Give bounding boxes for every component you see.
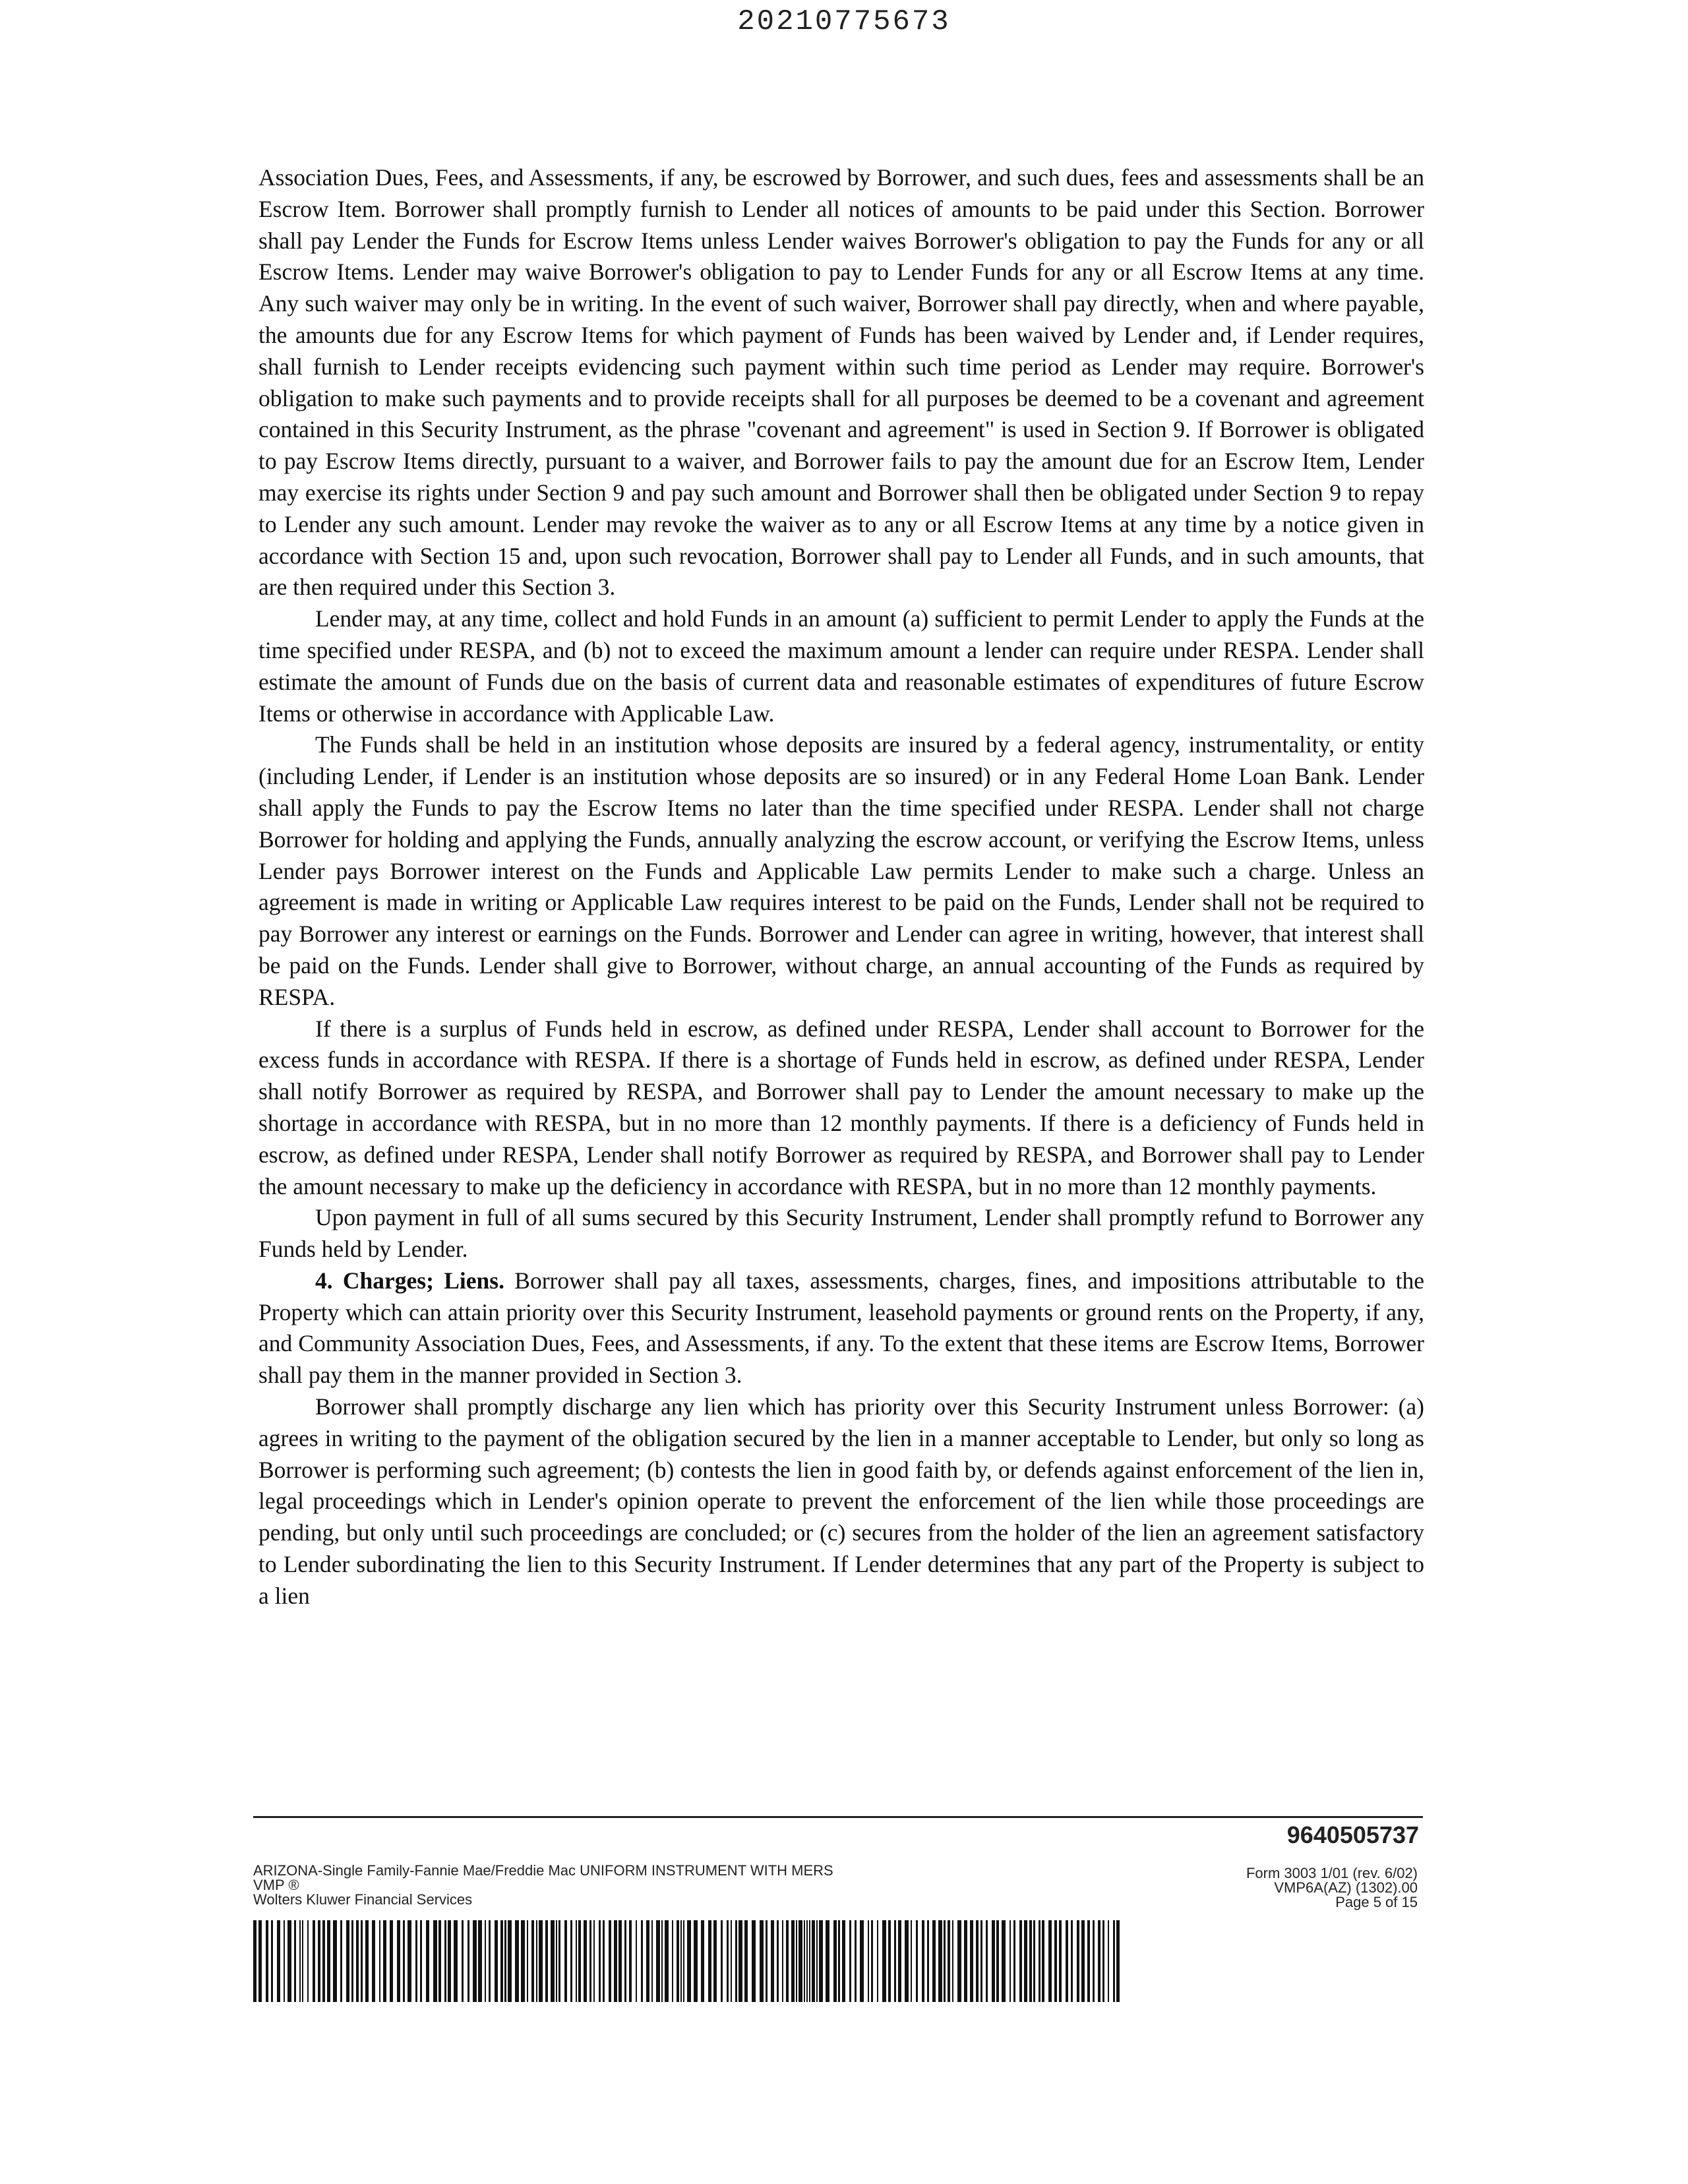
page-number: Page 5 of 15 — [1335, 1894, 1418, 1910]
form-code: VMP6A(AZ) (1302).00 — [1274, 1879, 1418, 1896]
recording-number: 20210775673 — [737, 5, 951, 38]
paragraph-lien-discharge: Borrower shall promptly discharge any lien which has priority over this Security Instrument unless Borrower: (a) agrees in writing to the payment of the obligation secured by the lien in a manner acceptable to Lender, but only so long as Borrower is performing such agreement; (b) contests the lien in good faith by, or defends against enforcement of the lien in, legal proceedings which in Lender's opinion operate to prevent the enforcement of the lien while those proceedings are pending, but only until such proceedings are concluded; or (c) secures from the holder of the lien an agreement satisfactory to Lender subordinating the lien to this Security Instrument. If Lender determines that any part of the Property is subject to a lien — [258, 1393, 1424, 1609]
paragraph-escrow-waiver: Association Dues, Fees, and Assessments, if any, be escrowed by Borrower, and such dues, fees and assessments shall be an Escrow Item. Borrower shall promptly furnish to Lender all notices of amounts to be paid under this Section. Borrower shall pay Lender the Funds for Escrow Items unless Lender waives Borrower's obligation to pay the Funds for any or all Escrow Items. Lender may waive Borrower's obligation to pay to Lender Funds for any or all Escrow Items at any time. Any such waiver may only be in writing. In the event of such waiver, Borrower shall pay directly, when and where payable, the amounts due for any Escrow Items for which payment of Funds has been waived by Lender and, if Lender requires, shall furnish to Lender receipts evidencing such payment within such time period as Lender may require. Borrower's obligation to make such payments and to provide receipts shall for all purposes be deemed to be a covenant and agreement contained in this Security Instrument, as the phrase "covenant and agreement" is used in Section 9. If Borrower is obligated to pay Escrow Items directly, pursuant to a waiver, and Borrower fails to pay the amount due for an Escrow Item, Lender may exercise its rights under Section 9 and pay such amount and Borrower shall then be obligated under Section 9 to repay to Lender any such amount. Lender may revoke the waiver as to any or all Escrow Items at any time by a notice given in accordance with Section 15 and, upon such revocation, Borrower shall pay to Lender all Funds, and in such amounts, that are then required under this Section 3. — [258, 164, 1424, 601]
paragraph-section-4 — [258, 1265, 1424, 1391]
document-body — [258, 162, 1424, 1612]
barcode — [253, 1920, 1121, 2002]
paragraph-collect-funds: Lender may, at any time, collect and hold Funds in an amount (a) sufficient to permit Lender to apply the Funds at the time specified under RESPA, and (b) not to exceed the maximum amount a lender can require under RESPA. Lender shall estimate the amount of Funds due on the basis of current data and reasonable estimates of expenditures of future Escrow Items or otherwise in accordance with Applicable Law. — [258, 605, 1424, 727]
section-4-text: Borrower shall pay all taxes, assessments, charges, fines, and impositions attributable to the Property which can attain priority over this Security Instrument, leasehold payments or ground rents on the Property, if any, and Community Association Dues, Fees, and Assessments, if any. To the extent that these items are Escrow Items, Borrower shall pay them in the manner provided in Section 3. — [258, 1267, 1425, 1389]
form-number: Form 3003 1/01 (rev. 6/02) — [1246, 1865, 1418, 1881]
form-title: ARIZONA-Single Family-Fannie Mae/Freddie Mac UNIFORM INSTRUMENT WITH MERS — [253, 1862, 833, 1879]
paragraph-refund: Upon payment in full of all sums secured by this Security Instrument, Lender shall promptly refund to Borrower any Funds held by Lender. — [258, 1204, 1424, 1263]
footer-form-number — [1246, 1866, 1418, 1910]
section-4-heading: 4. Charges; Liens. — [315, 1267, 504, 1294]
loan-number: 9640505737 — [1286, 1821, 1419, 1848]
paragraph-funds-held: The Funds shall be held in an institution whose deposits are insured by a federal agency, instrumentality, or entity (including Lender, if Lender is an institution whose deposits are so insured) or in any Federal Home Loan Bank. Lender shall apply the Funds to pay the Escrow Items no later than the time specified under RESPA. Lender shall not charge Borrower for holding and applying the Funds, annually analyzing the escrow account, or verifying the Escrow Items, unless Lender pays Borrower interest on the Funds and Applicable Law permits Lender to make such a charge. Unless an agreement is made in writing or Applicable Law requires interest to be paid on the Funds, Lender shall not be required to pay Borrower any interest or earnings on the Funds. Borrower and Lender can agree in writing, however, that interest shall be paid on the Funds. Lender shall give to Borrower, without charge, an annual accounting of the Funds as required by RESPA. — [258, 731, 1424, 1010]
footer-form-info — [253, 1864, 833, 1907]
paragraph-surplus-shortage: If there is a surplus of Funds held in escrow, as defined under RESPA, Lender shall account to Borrower for the excess funds in accordance with RESPA. If there is a shortage of Funds held in escrow, as defined under RESPA, Lender shall notify Borrower as required by RESPA, and Borrower shall pay to Lender the amount necessary to make up the shortage in accordance with RESPA, but in no more than 12 monthly payments. If there is a deficiency of Funds held in escrow, as defined under RESPA, Lender shall notify Borrower as required by RESPA, and Borrower shall pay to Lender the amount necessary to make up the deficiency in accordance with RESPA, but in no more than 12 monthly payments. — [258, 1015, 1424, 1199]
publisher: Wolters Kluwer Financial Services — [253, 1891, 473, 1908]
vmp-mark: VMP ® — [253, 1877, 299, 1893]
footer-divider — [253, 1816, 1423, 1818]
